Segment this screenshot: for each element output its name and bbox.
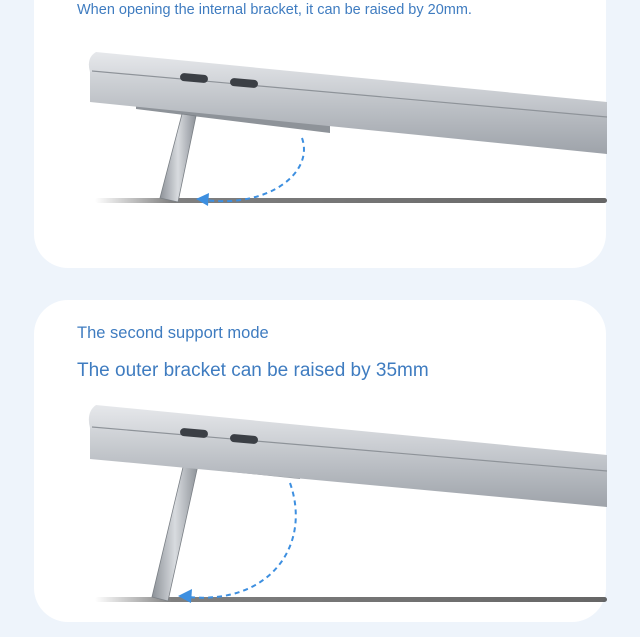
laptop-illustration-internal	[0, 40, 640, 220]
floor-shadow	[95, 597, 607, 602]
laptop-illustration-outer	[0, 395, 640, 610]
kickstand-illustration	[152, 463, 198, 601]
caption-internal-bracket: When opening the internal bracket, it can be raised by 20mm.	[77, 2, 472, 18]
kickstand-illustration	[160, 114, 196, 202]
caption-outer-bracket: The outer bracket can be raised by 35mm	[77, 360, 429, 381]
section-title-second-mode: The second support mode	[77, 324, 269, 342]
rotation-arrow-icon	[188, 483, 296, 598]
rotation-arrow-icon	[205, 138, 304, 201]
